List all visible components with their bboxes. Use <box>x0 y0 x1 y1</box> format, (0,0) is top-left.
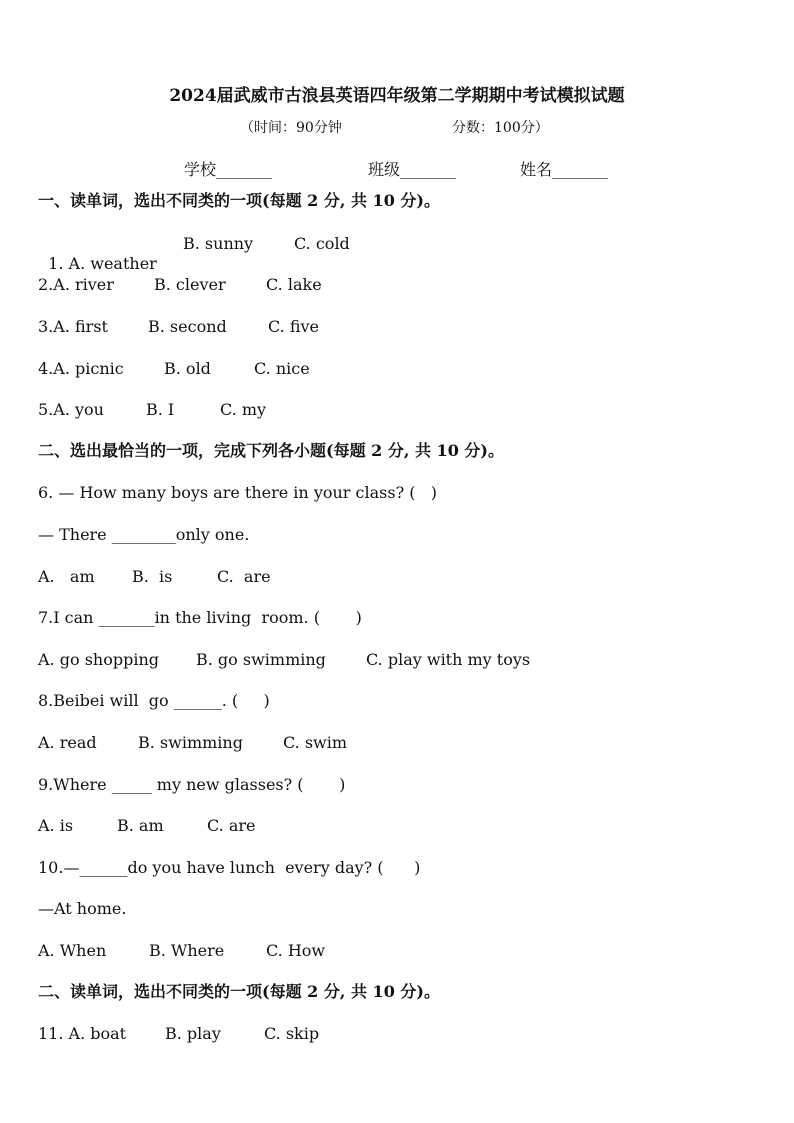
q4-option-c: C. nice <box>254 359 310 378</box>
q10-option-b: B. Where <box>149 941 225 960</box>
q6-option-a: A. am <box>38 567 95 586</box>
q8-option-a: A. read <box>38 733 97 752</box>
q9-option-b: B. am <box>117 816 164 835</box>
q8-option-c: C. swim <box>283 733 348 752</box>
q9-stem: 9.Where _____ my new glasses? ( ) <box>38 775 346 794</box>
q4-option-b: B. old <box>164 359 211 378</box>
section-2-heading: 二、选出最恰当的一项，完成下列各小题(每题 2 分, 共 10 分)。 <box>38 441 504 460</box>
q8-option-b: B. swimming <box>138 733 243 752</box>
q2-option-c: C. lake <box>266 275 322 294</box>
question-1 <box>38 234 157 274</box>
q9-option-a: A. is <box>38 816 74 835</box>
q11-option-c: C. skip <box>264 1024 320 1043</box>
q6-stem: 6. — How many boys are there in your class? ( ) <box>38 483 437 502</box>
q10-option-a: A. When <box>38 941 107 960</box>
q5-option-b: B. I <box>146 400 175 419</box>
q2-option-a: 2.A. river <box>38 275 114 294</box>
q3-option-c: C. five <box>268 317 320 336</box>
q8-stem: 8.Beibei will go ______. ( ) <box>38 691 270 710</box>
q1-option-b: B. sunny <box>183 234 254 253</box>
q7-option-c: C. play with my toys <box>366 650 531 669</box>
q7-option-b: B. go swimming <box>196 650 326 669</box>
q3-option-a: 3.A. first <box>38 317 108 336</box>
q6-option-c: C. are <box>217 567 271 586</box>
school-field: 学校_______ <box>184 160 273 179</box>
section-1-heading: 一、读单词，选出不同类的一项(每题 2 分, 共 10 分)。 <box>38 191 440 210</box>
q5-option-c: C. my <box>220 400 267 419</box>
q7-stem: 7.I can _______in the living room. ( ) <box>38 608 362 627</box>
class-field: 班级_______ <box>368 160 457 179</box>
q10-option-c: C. How <box>266 941 326 960</box>
q6-answer-line: — There ________only one. <box>38 525 250 544</box>
q4-option-a: 4.A. picnic <box>38 359 124 378</box>
exam-score: 分数：100分） <box>452 120 549 136</box>
q10-answer-line: —At home. <box>38 899 127 918</box>
q1-option-a: 1. A. weather <box>48 254 157 273</box>
q6-option-b: B. is <box>132 567 173 586</box>
q2-option-b: B. clever <box>154 275 226 294</box>
q11-option-a: 11. A. boat <box>38 1024 127 1043</box>
section-3-heading: 二、读单词，选出不同类的一项(每题 2 分, 共 10 分)。 <box>38 982 440 1001</box>
exam-time: （时间：90分钟 <box>240 120 342 136</box>
q3-option-b: B. second <box>148 317 227 336</box>
q7-option-a: A. go shopping <box>38 650 159 669</box>
q10-stem: 10.—______do you have lunch every day? ( ) <box>38 858 421 877</box>
page-title: 2024届武威市古浪县英语四年级第二学期期中考试模拟试题 <box>169 86 625 106</box>
q11-option-b: B. play <box>165 1024 221 1043</box>
name-field: 姓名_______ <box>520 160 609 179</box>
q5-option-a: 5.A. you <box>38 400 104 419</box>
q1-option-c: C. cold <box>294 234 350 253</box>
q9-option-c: C. are <box>207 816 256 835</box>
